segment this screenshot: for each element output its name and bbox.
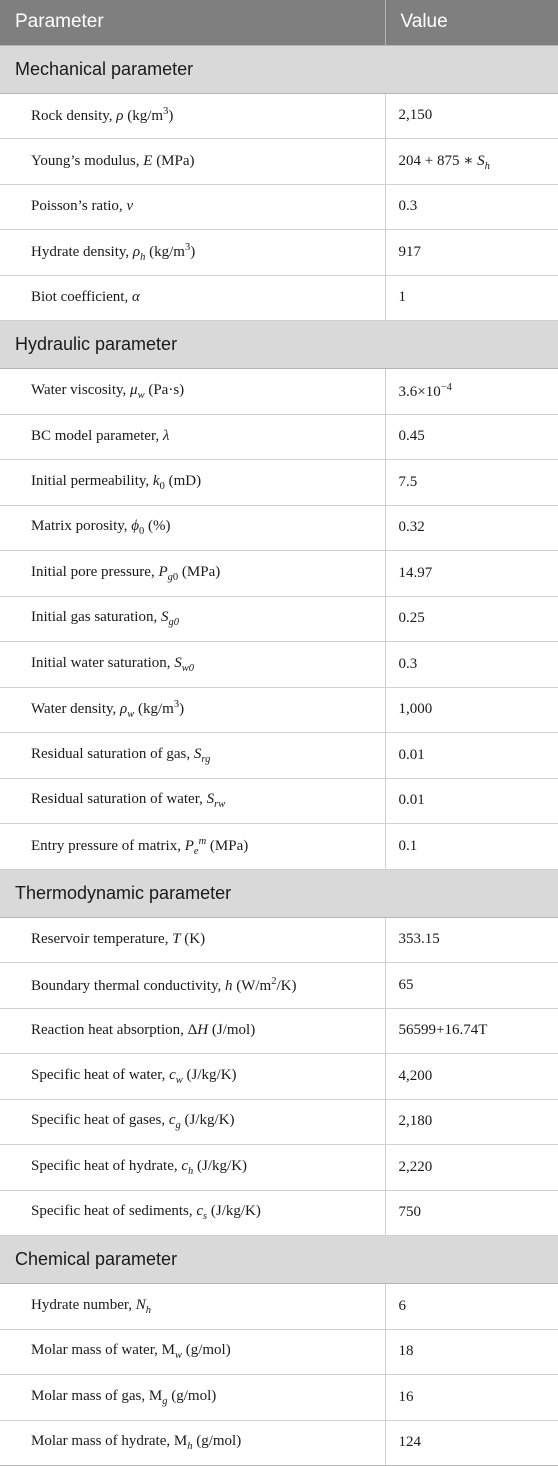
section-title: Thermodynamic parameter — [0, 869, 558, 917]
parameter-cell: Molar mass of water, $M_w$ (g/mol) — [0, 1329, 385, 1375]
parameter-cell: Specific heat of hydrate, $c_h$ (J/kg/K) — [0, 1145, 385, 1191]
table-row — [0, 139, 558, 185]
table-row — [0, 733, 558, 779]
value-cell: 0.01 — [385, 778, 558, 824]
table-row — [0, 1008, 558, 1054]
value-cell: 0.45 — [385, 414, 558, 460]
parameter-cell: Specific heat of sediments, $c_s$ (J/kg/K) — [0, 1190, 385, 1236]
parameter-cell: Reservoir temperature, T (K) — [0, 917, 385, 963]
parameter-cell: Initial gas saturation, $S_{g0}$ — [0, 596, 385, 642]
table-row — [0, 551, 558, 597]
parameter-cell: Matrix porosity, $\phi_0$ (%) — [0, 505, 385, 551]
value-cell: 4,200 — [385, 1054, 558, 1100]
section-row — [0, 869, 558, 917]
parameter-cell: Specific heat of water, $c_w$ (J/kg/K) — [0, 1054, 385, 1100]
table-row — [0, 596, 558, 642]
value-cell: 124 — [385, 1420, 558, 1466]
value-cell: 2,220 — [385, 1145, 558, 1191]
parameter-cell: Molar mass of hydrate, $M_h$ (g/mol) — [0, 1420, 385, 1466]
parameter-cell: Water density, $\rho_w$ $(kg/m^3)$ — [0, 687, 385, 733]
table-row — [0, 184, 558, 230]
parameter-cell: Entry pressure of matrix, $P_e^m$ (MPa) — [0, 824, 385, 870]
value-cell: 0.1 — [385, 824, 558, 870]
table-row — [0, 1284, 558, 1330]
value-cell: 1 — [385, 275, 558, 321]
value-cell: 917 — [385, 230, 558, 276]
value-cell: 65 — [385, 963, 558, 1009]
table-row — [0, 1054, 558, 1100]
table-row — [0, 1145, 558, 1191]
table-row — [0, 1190, 558, 1236]
value-cell: 0.3 — [385, 184, 558, 230]
value-cell: 7.5 — [385, 460, 558, 506]
parameter-cell: Reaction heat absorption, ΔH (J/mol) — [0, 1008, 385, 1054]
parameter-cell: Hydrate number, $N_h$ — [0, 1284, 385, 1330]
value-cell: 2,150 — [385, 93, 558, 139]
parameter-cell: Initial permeability, $k_0$ (mD) — [0, 460, 385, 506]
value-cell: 18 — [385, 1329, 558, 1375]
table-row — [0, 1329, 558, 1375]
parameter-cell: Young’s modulus, E (MPa) — [0, 139, 385, 185]
table-row — [0, 642, 558, 688]
table-row — [0, 687, 558, 733]
parameter-cell: BC model parameter, λ — [0, 414, 385, 460]
value-cell: 56599+16.74T — [385, 1008, 558, 1054]
parameter-cell: Residual saturation of water, $S_{rw}$ — [0, 778, 385, 824]
value-cell: 16 — [385, 1375, 558, 1421]
section-title: Hydraulic parameter — [0, 321, 558, 369]
value-cell: $3.6\times 10^{-4}$ — [385, 369, 558, 415]
table-row — [0, 460, 558, 506]
parameter-cell: Initial water saturation, $S_{w0}$ — [0, 642, 385, 688]
parameter-cell: Poisson’s ratio, ν — [0, 184, 385, 230]
parameter-cell: Biot coefficient, α — [0, 275, 385, 321]
parameter-cell: Boundary thermal conductivity, h $(W/m^2/K)$ — [0, 963, 385, 1009]
table-row — [0, 414, 558, 460]
table-row — [0, 963, 558, 1009]
value-cell: 0.25 — [385, 596, 558, 642]
value-cell: 1,000 — [385, 687, 558, 733]
header-parameter: Parameter — [0, 0, 385, 45]
parameter-cell: Residual saturation of gas, $S_{rg}$ — [0, 733, 385, 779]
value-cell: 6 — [385, 1284, 558, 1330]
section-title: Mechanical parameter — [0, 45, 558, 93]
parameter-cell: Specific heat of gases, $c_g$ (J/kg/K) — [0, 1099, 385, 1145]
table-row — [0, 778, 558, 824]
parameter-cell: Initial pore pressure, $P_{g0}$ (MPa) — [0, 551, 385, 597]
table-row — [0, 93, 558, 139]
value-cell: 0.32 — [385, 505, 558, 551]
value-cell: 0.3 — [385, 642, 558, 688]
table-row — [0, 275, 558, 321]
parameter-cell: Rock density, ρ $(kg/m^3)$ — [0, 93, 385, 139]
value-cell: 204 + 875 ∗ $S_h$ — [385, 139, 558, 185]
table-header — [0, 0, 558, 45]
parameter-cell: Hydrate density, $\rho_h$ $(kg/m^3)$ — [0, 230, 385, 276]
section-row — [0, 45, 558, 93]
value-cell: 14.97 — [385, 551, 558, 597]
parameter-cell: Molar mass of gas, $M_g$ (g/mol) — [0, 1375, 385, 1421]
table-row — [0, 1420, 558, 1466]
table-row — [0, 1099, 558, 1145]
section-row — [0, 321, 558, 369]
value-cell: 0.01 — [385, 733, 558, 779]
section-row — [0, 1236, 558, 1284]
table-row — [0, 369, 558, 415]
table-row — [0, 917, 558, 963]
table-row — [0, 505, 558, 551]
table-row — [0, 1375, 558, 1421]
value-cell: 353.15 — [385, 917, 558, 963]
section-title: Chemical parameter — [0, 1236, 558, 1284]
header-value: Value — [385, 0, 558, 45]
table-row — [0, 230, 558, 276]
value-cell: 2,180 — [385, 1099, 558, 1145]
table-row — [0, 824, 558, 870]
parameter-cell: Water viscosity, $\mu_w$ (Pa·s) — [0, 369, 385, 415]
value-cell: 750 — [385, 1190, 558, 1236]
table-body — [0, 45, 558, 1466]
